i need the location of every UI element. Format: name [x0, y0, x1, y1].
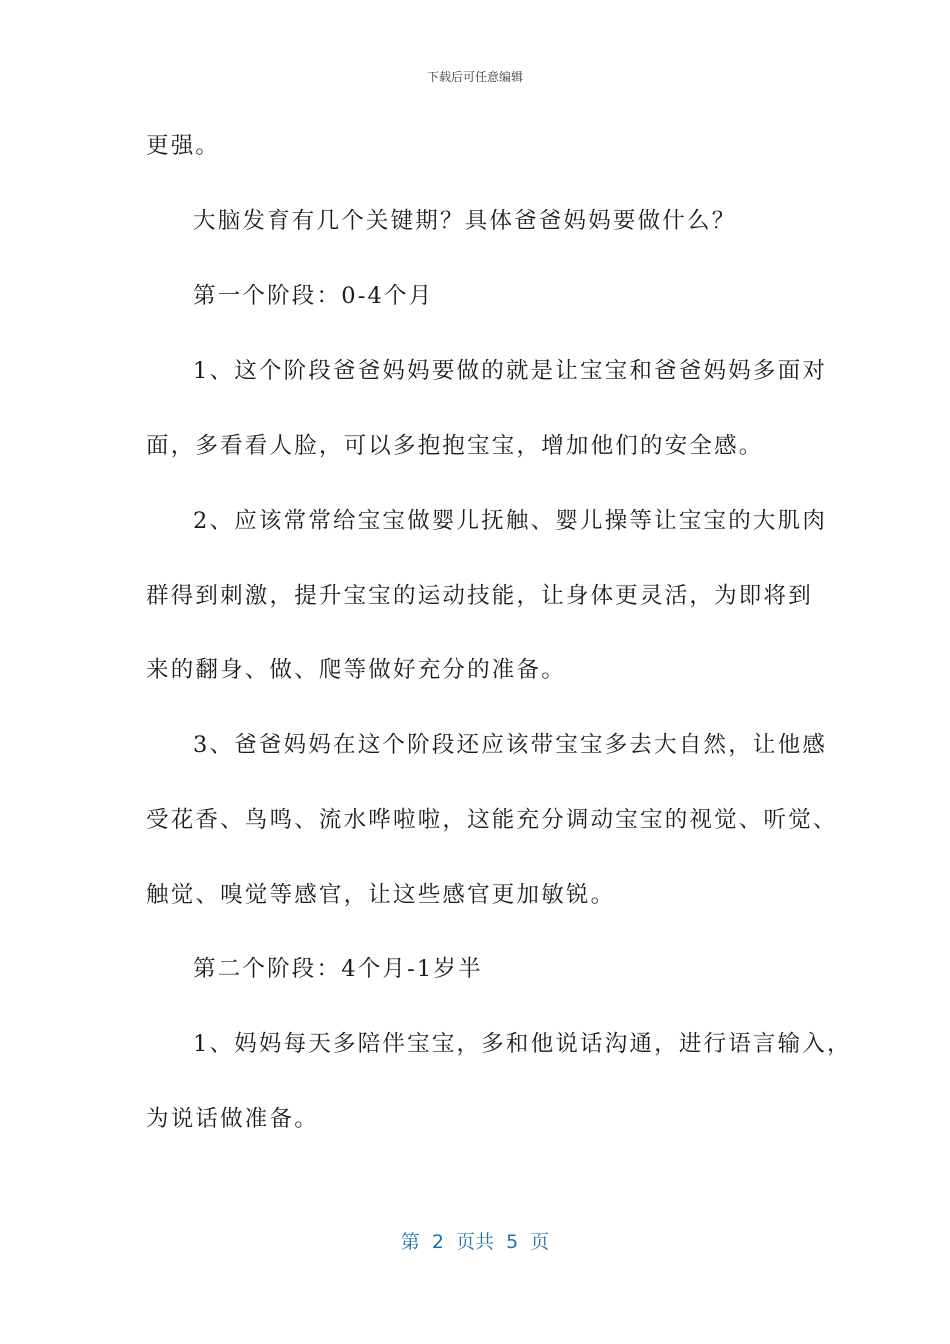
text-line: 3、爸爸妈妈在这个阶段还应该带宝宝多去大自然，让他感: [193, 732, 828, 758]
stage-one-heading: 第一个阶段：0-4个月: [193, 283, 434, 309]
text-line: 触觉、嗅觉等感官，让这些感官更加敏锐。: [146, 882, 616, 908]
page-header: 下载后可任意编辑: [426, 70, 523, 84]
question-heading: 大脑发育有几个关键期？具体爸爸妈妈要做什么？: [193, 208, 737, 234]
page-number-footer: 第 2 页共 5 页: [400, 1231, 550, 1253]
text-line: 2、应该常常给宝宝做婴儿抚触、婴儿操等让宝宝的大肌肉: [193, 508, 828, 534]
text-line: 更强。: [146, 133, 221, 159]
text-line: 为说话做准备。: [146, 1106, 319, 1132]
text-line: 来的翻身、做、爬等做好充分的准备。: [146, 657, 566, 683]
stage-two-heading: 第二个阶段：4个月-1岁半: [193, 956, 483, 982]
text-line: 受花香、鸟鸣、流水哗啦啦，这能充分调动宝宝的视觉、听觉、: [146, 807, 838, 833]
text-line: 面，多看看人脸，可以多抱抱宝宝，增加他们的安全感。: [146, 433, 764, 459]
text-line: 1、妈妈每天多陪伴宝宝，多和他说话沟通，进行语言输入，: [193, 1031, 852, 1057]
text-line: 1、这个阶段爸爸妈妈要做的就是让宝宝和爸爸妈妈多面对: [193, 358, 828, 384]
text-line: 群得到刺激，提升宝宝的运动技能，让身体更灵活，为即将到: [146, 583, 813, 609]
